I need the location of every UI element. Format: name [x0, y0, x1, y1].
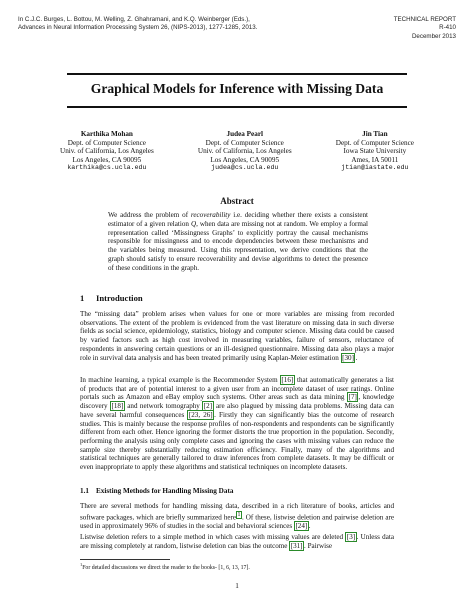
author-3	[336, 130, 414, 173]
author-name: Karthika Mohan	[80, 130, 133, 138]
citation-link[interactable]: [2]	[203, 402, 213, 411]
subsection-paragraph-1: There are several methods for handling missing data, described in a rich literature of books, articles and software packages, which are briefly summarized here $^1$ . Of these, listwise deletion and pairwise deletion are used in approximately 96% of studies in the social and behavioral sciences [24] .	[80, 502, 394, 530]
footnote-number: 1	[80, 562, 83, 567]
citation-link[interactable]: [3]	[346, 533, 356, 541]
author-city: Ames, IA 50011	[351, 155, 399, 164]
author-email: jtian@iastate.edu	[341, 164, 409, 172]
report-label: TECHNICAL REPORT	[393, 16, 456, 23]
intro-paragraph-1: The “missing data” problem arises when values for one or more variables are missing from recorded observations. The extent of the problem is evidenced from the vast literature on missing data in such diverse fields as social science, epidemiology, statistics, biology and computer science. Missing data could be caused by varied factors such as high cost involved in measuring variables, failure of sensors, reluctance of respondents in answering certain questions or an ill-designed questionnaire. Missing data also plays a major role in survival data analysis and has been treated primarily using Kaplan-Meier estimation [30] .	[80, 310, 394, 362]
footnote-marker[interactable]: 1	[237, 511, 241, 518]
author-name: Jin Tian	[362, 130, 388, 138]
subsection-heading-existing-methods: 1.1 Existing Methods for Handling Missing Data	[80, 487, 234, 495]
author-city: Los Angeles, CA 90095	[72, 155, 142, 164]
report-info	[394, 16, 456, 41]
author-dept: Dept. of Computer Science	[67, 138, 146, 147]
page-number: 1	[235, 582, 239, 590]
title-top-rule	[67, 73, 407, 75]
paper-title: Graphical Models for Inference with Missing Data	[90, 81, 384, 96]
author-1	[60, 130, 154, 173]
abstract-symbol: Q	[190, 219, 197, 228]
citation-link[interactable]: [16]	[281, 376, 294, 384]
section-heading-introduction: 1 Introduction	[80, 293, 143, 303]
author-dept: Dept. of Computer Science	[205, 138, 284, 147]
author-univ: Univ. of California, Los Angeles	[60, 147, 154, 156]
author-univ: Iowa State University	[343, 147, 407, 156]
publication-info-line-1: In C.J.C. Burges, L. Bottou, M. Welling, Z. Ghahramani, and K.Q. Weinberger (Eds.),	[18, 16, 250, 23]
abstract-heading: Abstract	[220, 196, 254, 206]
title-bottom-rule	[67, 106, 407, 108]
author-dept: Dept. of Computer Science	[335, 138, 414, 147]
abstract-text: We address the problem of recoverability i.e. deciding whether there exists a consistent estimator of a given relation Q, when data are missing not at random. We employ a formal representation called ‘Missingness Graphs’ to explicitly portray the causal mechanisms responsible for missingness and to encode dependencies between these mechanisms and the variables being measured. Using this representation, we derive conditions that the graph should satisfy to ensure recoverability and devise algorithms to detect the presence of these conditions in the graph.	[108, 211, 369, 272]
citation-link[interactable]: [18]	[111, 402, 124, 411]
citation-link[interactable]: [7]	[348, 393, 357, 402]
citation-link[interactable]: [24]	[295, 521, 308, 530]
footnote: $^1$For detailed discussions we direct the reader to the books- [1, 6, 13, 17].	[80, 562, 250, 571]
subsection-paragraph-2: Listwise deletion refers to a simple method in which cases with missing values are deleted [3] . Unless data are missing completely at random, listwise deletion can bias the outcome [31] . Pairwise	[80, 533, 394, 550]
intro-paragraph-2: In machine learning, a typical example is the Recommender System [16] that automatically generates a list of products that are of potential interest to a given user from an incomplete dataset of user ratings. Online portals such as Amazon and eBay employ such systems. Other areas such as data mining [7] , knowledge discovery [18] and network tomography [2] are also plagued by missing data problems. Missing data can have several harmful consequences [23, 26] . Firstly they can significantly bias the outcome of research studies. This is mainly because the response profiles of non-respondents and respondents can be significantly different from each other. Hence ignoring the former distorts the true proportion in the population. Secondly, performing the analysis using only complete cases and ignoring the cases with missing values can reduce the sample size thereby substantially reducing estimation efficiency. Finally, many of the algorithms and statistical techniques are generally tailored to draw inferences from complete datasets. It may be difficult or even inappropriate to apply these algorithms and statistical techniques on incomplete datasets.	[80, 376, 394, 472]
publication-info	[18, 16, 257, 33]
author-block	[60, 130, 414, 173]
citation-link[interactable]: [31]	[290, 541, 303, 550]
abstract-term: recoverability	[190, 211, 231, 219]
citation-link[interactable]: [1, 6, 13, 17]	[218, 564, 249, 571]
footnote-rule	[80, 559, 170, 560]
citation-link[interactable]: [30]	[342, 353, 354, 362]
author-2	[198, 130, 292, 173]
citation-link[interactable]: [23, 26]	[188, 410, 213, 419]
report-date: December 2013	[411, 32, 456, 40]
author-email: judea@cs.ucla.edu	[211, 164, 279, 172]
author-email: karthika@cs.ucla.edu	[67, 164, 147, 172]
author-univ: Univ. of California, Los Angeles	[197, 147, 292, 156]
author-name: Judea Pearl	[226, 130, 264, 138]
publication-info-line-2: Advances in Neural Information Processing System 26, (NIPS-2013), 1277-1285, 2013.	[18, 24, 258, 32]
report-number: R-410	[439, 24, 456, 32]
author-city: Los Angeles, CA 90095	[210, 155, 280, 164]
